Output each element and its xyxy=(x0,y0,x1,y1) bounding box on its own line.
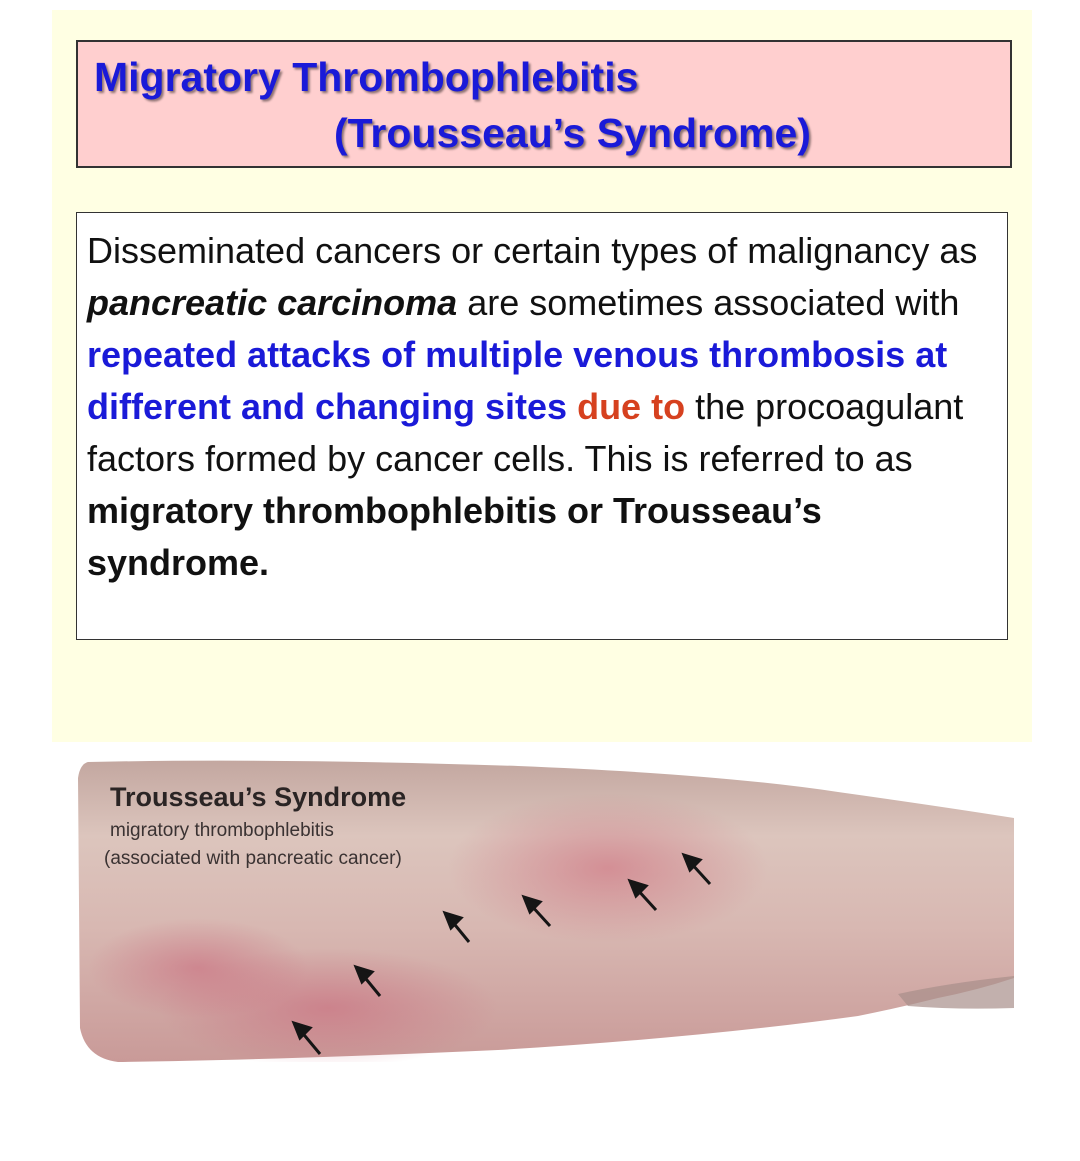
body-text-box xyxy=(76,212,1008,640)
body-text-procoagulant: the procoagulant factors formed by cancer cells. This is referred to as xyxy=(87,386,964,479)
body-text-repeated-attacks: repeated attacks of multiple venous thrombosis at different and changing sites xyxy=(87,334,948,427)
photo-caption-note: (associated with pancreatic cancer) xyxy=(104,848,402,869)
photo-caption-title: Trousseau’s Syndrome xyxy=(110,782,407,812)
body-text-associated: are sometimes associated with xyxy=(457,282,960,323)
title-line-2: (Trousseau’s Syndrome) xyxy=(334,110,811,156)
body-text-due-to: due to xyxy=(577,386,686,427)
title-box xyxy=(76,40,1012,168)
photo-caption-subtitle: migratory thrombophlebitis xyxy=(110,820,334,841)
body-paragraph xyxy=(87,225,997,589)
body-text-space xyxy=(567,386,577,427)
body-text-pancreatic-carcinoma: pancreatic carcinoma xyxy=(87,282,458,323)
forearm-photo xyxy=(78,758,1014,1062)
slide-panel xyxy=(52,10,1032,742)
body-text-syndrome-name: migratory thrombophlebitis or Trousseau’s syndrome. xyxy=(87,490,822,583)
body-text-intro: Disseminated cancers or certain types of malignancy as xyxy=(87,230,978,271)
title-line-1: Migratory Thrombophlebitis xyxy=(94,54,639,100)
